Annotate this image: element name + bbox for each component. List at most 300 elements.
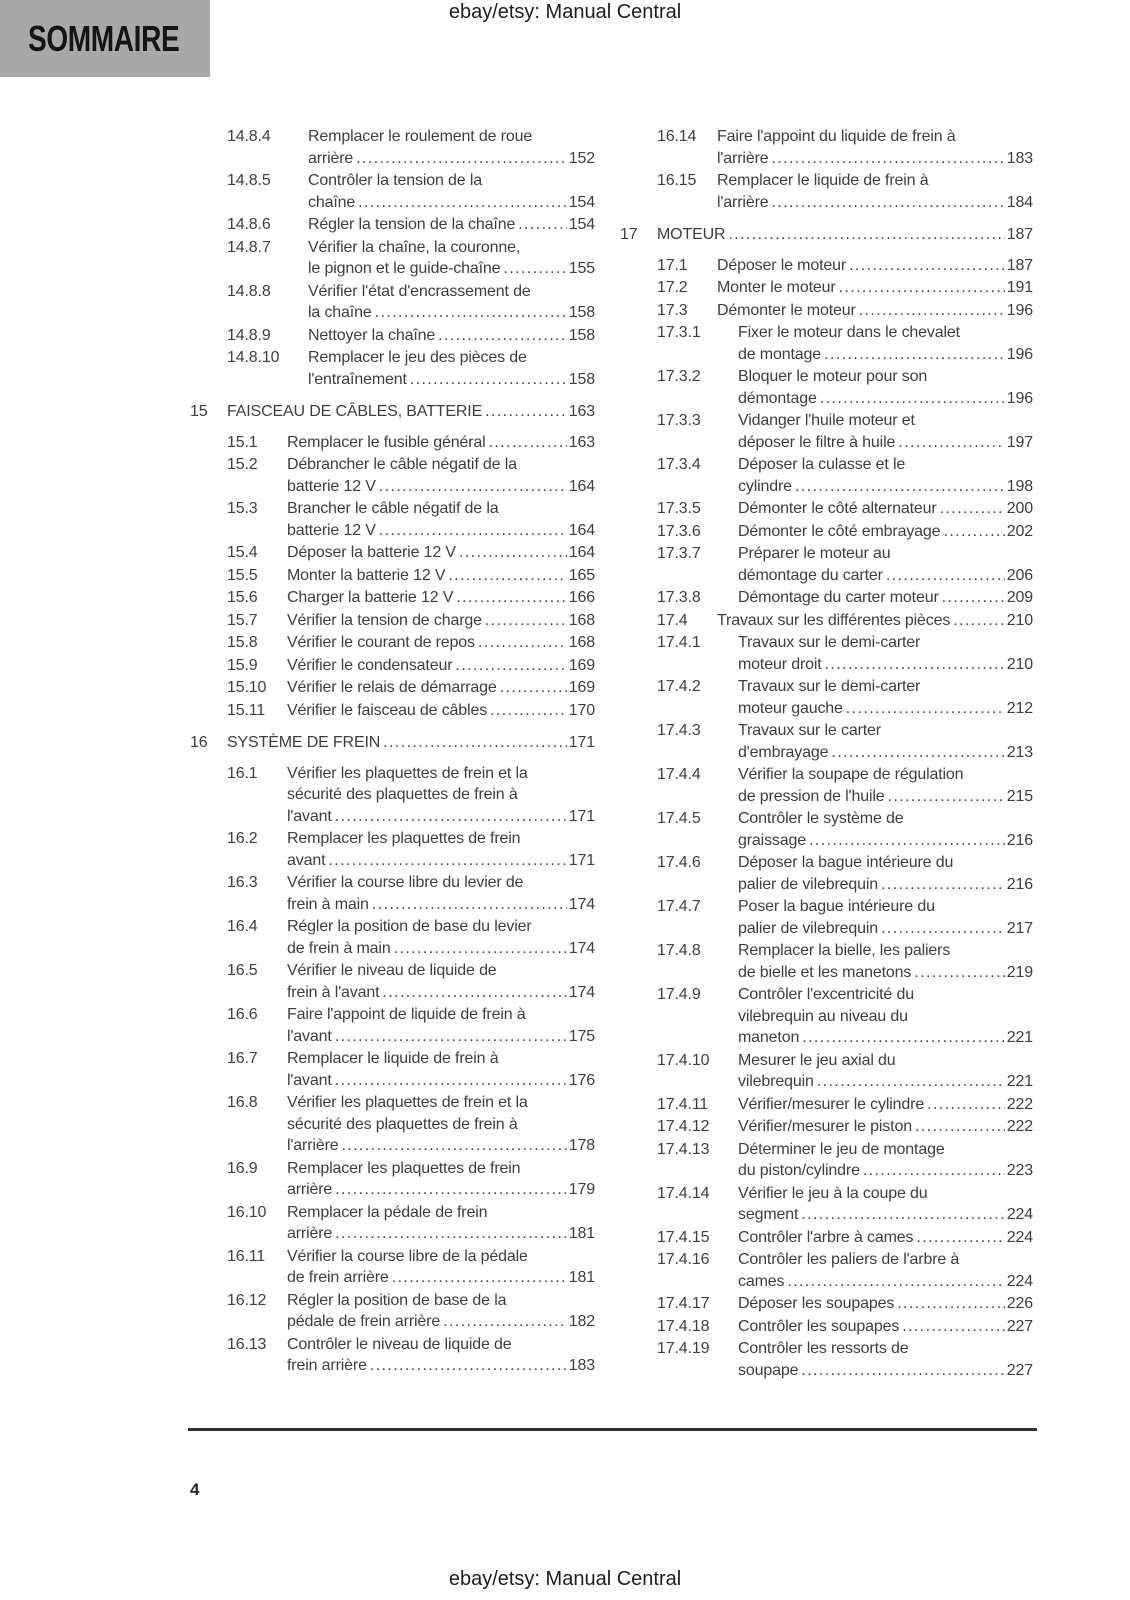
toc-entry-text-line: arrière <box>287 1225 333 1242</box>
toc-entry-text-line: sécurité des plaquettes de frein à <box>287 786 518 803</box>
toc-entry-text-line: Déposer la batterie 12 V <box>287 544 456 561</box>
toc-entry-text-line: batterie 12 V <box>287 521 376 539</box>
toc-entry-text-line: Travaux sur le demi-carter <box>738 678 921 695</box>
toc-entry-last-line <box>287 542 595 564</box>
toc-entry-number: 14.8.4 <box>227 128 271 145</box>
toc-entry-page: 170 <box>568 701 595 719</box>
toc-entry-body <box>738 1227 1033 1249</box>
dot-leader <box>455 655 566 677</box>
toc-entry-number: 15.2 <box>227 456 258 473</box>
toc-entry-body <box>738 1183 1033 1226</box>
toc-entry-page: 175 <box>568 1027 595 1045</box>
dot-leader <box>372 894 567 916</box>
toc-entry-number: 17.4.14 <box>657 1184 710 1202</box>
toc-entry <box>190 960 595 1003</box>
toc-entry-body <box>308 214 595 236</box>
toc-entry-number: 16.1 <box>227 764 258 782</box>
toc-entry-text-line: Régler la tension de la chaîne <box>308 216 516 233</box>
toc-entry-body <box>287 610 595 632</box>
toc-entry-text-line: vilebrequin au niveau du <box>738 1007 908 1025</box>
toc-entry-body <box>738 1139 1033 1182</box>
toc-entry-number: 15.3 <box>227 500 258 517</box>
toc-entry-number: 15.9 <box>227 656 258 674</box>
toc-entry-number: 15.11 <box>227 701 266 719</box>
toc-entry <box>620 1227 1033 1249</box>
toc-entry-number: 16.14 <box>657 128 697 145</box>
dot-leader <box>817 1071 1005 1093</box>
toc-entry-text-line: déposer le filtre à huile <box>738 433 896 451</box>
toc-entry-body <box>738 896 1033 939</box>
toc-entry <box>620 1316 1033 1338</box>
toc-entry-text-line: Bloquer le moteur pour son <box>738 368 928 385</box>
toc-entry-last-line <box>287 565 595 587</box>
dot-leader <box>394 938 567 960</box>
toc-entry-last-line <box>287 632 595 654</box>
toc-entry-last-line <box>227 732 595 754</box>
toc-entry-number: 16.5 <box>227 962 258 979</box>
dot-leader <box>787 1271 1004 1293</box>
toc-entry-number: 16.7 <box>227 1050 258 1067</box>
dot-leader <box>839 277 1005 299</box>
toc-entry-last-line <box>287 610 595 632</box>
toc-entry-number: 17.3.1 <box>657 324 701 341</box>
toc-entry-text-line: moteur droit <box>738 655 822 673</box>
toc-entry-body <box>738 1094 1033 1116</box>
toc-entry-page: 154 <box>568 216 595 233</box>
toc-entry-text-line: vilebrequin <box>738 1073 814 1090</box>
toc-entry <box>190 454 595 497</box>
dot-leader <box>881 874 1005 896</box>
toc-entry-page: 171 <box>568 807 595 825</box>
toc-entry-text-line: Remplacer le liquide de frein à <box>287 1050 499 1067</box>
toc-entry-number: 16.11 <box>227 1247 266 1265</box>
toc-entry-number: 17.3.2 <box>657 368 701 385</box>
toc-entry-number: 16.12 <box>227 1291 267 1309</box>
dot-leader <box>335 1179 567 1201</box>
toc-entry <box>190 126 595 169</box>
toc-entry-page: 169 <box>568 656 595 674</box>
dot-leader <box>328 850 566 872</box>
toc-entry <box>190 872 595 915</box>
toc-entry <box>190 1246 595 1289</box>
toc-entry-number: 15.5 <box>227 566 258 584</box>
toc-entry-text-line: segment <box>738 1206 799 1223</box>
toc-entry-text-line: Vérifier la chaîne, la couronne, <box>308 238 521 256</box>
dot-leader <box>902 1316 1005 1338</box>
toc-entry-body <box>738 632 1033 675</box>
toc-entry-last-line <box>738 432 1033 454</box>
toc-entry-body <box>738 808 1033 851</box>
toc-entry-page: 158 <box>568 304 595 321</box>
dot-leader <box>914 962 1004 984</box>
toc-entry-number: 17.3.3 <box>657 412 701 429</box>
toc-entry-page: 216 <box>1006 875 1033 893</box>
toc-entry-number: 17.3.5 <box>657 500 701 517</box>
toc-entry <box>620 676 1033 719</box>
dot-leader <box>897 1293 1005 1315</box>
toc-entry-body <box>738 410 1033 453</box>
toc-entry-text-line: l'arrière <box>287 1137 339 1154</box>
toc-entry <box>620 1249 1033 1292</box>
toc-entry-text-line: Vérifier les plaquettes de frein et la <box>287 1094 528 1111</box>
toc-entry-body <box>738 587 1033 609</box>
toc-entry-text-line: Vérifier/mesurer le piston <box>738 1118 912 1135</box>
dot-leader <box>859 300 1005 322</box>
toc-entry <box>190 1334 595 1377</box>
toc-entry-page: 196 <box>1006 389 1033 407</box>
dot-leader <box>518 214 567 236</box>
toc-entry-text-line: Vérifier l'état d'encrassement de <box>308 282 531 300</box>
toc-entry-text-line: la chaîne <box>308 304 372 321</box>
toc-entry-number: 17.3.4 <box>657 456 701 473</box>
toc-entry-number: 17.4.13 <box>657 1140 710 1158</box>
toc-entry <box>190 763 595 828</box>
toc-entry-page: 206 <box>1006 566 1033 584</box>
toc-entry <box>190 214 595 236</box>
toc-entry-body <box>287 542 595 564</box>
toc-entry-last-line <box>717 610 1033 632</box>
toc-entry-number: 16.8 <box>227 1094 258 1111</box>
toc-entry-text-line: Mesurer le jeu axial du <box>738 1051 896 1069</box>
dot-leader <box>809 830 1005 852</box>
toc-entry-text-line: moteur gauche <box>738 699 843 717</box>
toc-entry-number: 15.6 <box>227 589 258 606</box>
toc-entry <box>620 1116 1033 1138</box>
toc-entry-page: 183 <box>568 1357 595 1374</box>
dot-leader <box>831 742 1004 764</box>
toc-entry-last-line <box>287 677 595 699</box>
toc-entry <box>620 255 1033 277</box>
toc-entry-text-line: Déposer la culasse et le <box>738 456 906 473</box>
toc-entry-last-line <box>287 850 595 872</box>
toc-entry-text-line: le pignon et le guide-chaîne <box>308 260 501 277</box>
toc-entry <box>620 1183 1033 1226</box>
toc-entry-number: 17.3.6 <box>657 522 701 540</box>
toc-entry <box>190 1290 595 1333</box>
toc-entry-last-line <box>738 654 1033 676</box>
toc-entry <box>190 655 595 677</box>
toc-entry-page: 210 <box>1006 611 1033 629</box>
toc-entry-number: 16.2 <box>227 830 258 847</box>
toc-entry-number: 17.4.19 <box>657 1340 710 1357</box>
toc-entry-page: 163 <box>568 433 595 451</box>
dot-leader <box>448 565 566 587</box>
toc-entry-text-line: Démonter le côté embrayage <box>738 522 941 540</box>
toc-entry-body <box>738 676 1033 719</box>
toc-entry-text-line: Contrôler les paliers de l'arbre à <box>738 1251 960 1268</box>
toc-entry <box>620 277 1033 299</box>
toc-entry-number: 15.8 <box>227 634 258 651</box>
toc-entry-page: 174 <box>568 895 595 913</box>
dot-leader <box>392 1267 567 1289</box>
toc-entry <box>620 610 1033 632</box>
toc-entry-text-line: sécurité des plaquettes de frein à <box>287 1115 518 1133</box>
toc-entry <box>620 1094 1033 1116</box>
toc-entry-body <box>738 1050 1033 1093</box>
toc-entry-page: 221 <box>1006 1029 1033 1046</box>
toc-entry-text-line: Déposer les soupapes <box>738 1295 895 1312</box>
toc-entry-body <box>738 1249 1033 1292</box>
toc-entry-text-line: cames <box>738 1272 785 1290</box>
dot-leader <box>942 587 1005 609</box>
toc-column-left <box>190 126 595 1378</box>
toc-entry-page: 221 <box>1006 1073 1033 1090</box>
toc-entry-page: 168 <box>568 634 595 651</box>
dot-leader <box>772 148 1005 170</box>
toc-entry-last-line <box>738 565 1033 587</box>
toc-entry-text-line: frein arrière <box>287 1357 367 1374</box>
toc-entry-text-line: démontage du carter <box>738 566 883 584</box>
toc-entry-last-line <box>287 1267 595 1289</box>
toc-entry-number: 17.4.9 <box>657 986 701 1003</box>
toc-entry-text-line: Faire l'appoint du liquide de frein à <box>717 128 956 145</box>
toc-entry-text-line: Monter la batterie 12 V <box>287 566 446 584</box>
toc-entry-last-line <box>657 224 1033 246</box>
toc-entry-body <box>287 1092 595 1157</box>
toc-entry-body <box>227 401 595 423</box>
toc-entry-page: 164 <box>568 477 595 495</box>
toc-entry-number: 16.13 <box>227 1335 267 1353</box>
toc-entry <box>190 498 595 541</box>
toc-entry-page: 152 <box>568 149 595 167</box>
toc-entry-text-line: Remplacer le jeu des pièces de <box>308 349 527 366</box>
toc-entry-last-line <box>738 1227 1033 1249</box>
toc-entry-text-line: l'avant <box>287 1027 332 1045</box>
toc-entry-last-line <box>738 1271 1033 1293</box>
toc-entry-page: 224 <box>1006 1206 1033 1223</box>
toc-entry-page: 164 <box>568 544 595 561</box>
dot-leader <box>375 302 567 324</box>
toc-entry <box>620 632 1033 675</box>
toc-entry-page: 187 <box>1006 226 1033 243</box>
dot-leader <box>382 982 566 1004</box>
dot-leader <box>379 476 567 498</box>
toc-entry <box>620 410 1033 453</box>
toc-entry-page: 184 <box>1006 193 1033 211</box>
toc-entry-last-line <box>308 325 595 347</box>
dot-leader <box>335 806 567 828</box>
toc-entry-text-line: FAISCEAU DE CÂBLES, BATTERIE <box>227 403 483 420</box>
toc-entry-last-line <box>717 148 1033 170</box>
dot-leader <box>943 521 1004 543</box>
toc-entry <box>190 281 595 324</box>
toc-entry-text-line: Contrôler les ressorts de <box>738 1340 909 1357</box>
toc-entry <box>620 300 1033 322</box>
toc-entry-text-line: de frein à main <box>287 939 391 957</box>
toc-entry-last-line <box>287 1070 595 1092</box>
dot-leader <box>358 192 567 214</box>
toc-entry-last-line <box>287 1223 595 1245</box>
toc-entry-last-line <box>287 938 595 960</box>
toc-entry-text-line: Remplacer la bielle, les paliers <box>738 942 951 959</box>
toc-entry-page: 169 <box>568 679 595 696</box>
toc-entry-page: 224 <box>1006 1228 1033 1246</box>
dot-leader <box>379 520 567 542</box>
toc-entry-text-line: Contrôler le système de <box>738 810 904 827</box>
toc-entry-number: 16.4 <box>227 918 258 935</box>
toc-entry-page: 187 <box>1006 256 1033 274</box>
toc-entry-page: 216 <box>1006 831 1033 849</box>
toc-entry-text-line: Remplacer les plaquettes de frein <box>287 1159 521 1177</box>
toc-entry-text-line: chaîne <box>308 193 356 211</box>
dot-leader <box>370 1355 567 1377</box>
toc-entry-page: 163 <box>568 403 595 420</box>
toc-entry-number: 17.4.5 <box>657 810 701 827</box>
toc-entry-last-line <box>738 742 1033 764</box>
toc-entry-last-line <box>738 1160 1033 1182</box>
dot-leader <box>335 1026 567 1048</box>
toc-entry-number: 15.1 <box>227 433 258 451</box>
toc-entry <box>190 1202 595 1245</box>
toc-entry-text-line: Vérifier la course libre du levier de <box>287 874 524 891</box>
toc-entry-number: 17.4.10 <box>657 1051 710 1069</box>
footer-title: ebay/etsy: Manual Central <box>448 1568 682 1590</box>
toc-entry-page: 171 <box>568 851 595 869</box>
dot-leader <box>801 1360 1004 1382</box>
dot-leader <box>490 700 567 722</box>
toc-entry-text-line: Travaux sur le demi-carter <box>738 634 921 651</box>
toc-entry-text-line: maneton <box>738 1029 800 1046</box>
toc-entry-text-line: cylindre <box>738 477 792 495</box>
toc-entry-body <box>717 255 1033 277</box>
toc-entry-page: 178 <box>568 1137 595 1154</box>
toc-entry-body <box>308 237 595 280</box>
toc-entry-last-line <box>287 520 595 542</box>
toc-entry-text-line: Contrôler le niveau de liquide de <box>287 1335 512 1353</box>
toc-entry <box>620 543 1033 586</box>
toc-entry-number: 17.4.11 <box>657 1095 709 1113</box>
toc-chapter <box>190 732 595 754</box>
toc-entry-body <box>227 732 595 754</box>
toc-entry-text-line: Vérifier le jeu à la coupe du <box>738 1184 928 1202</box>
toc-entry-text-line: Vérifier la tension de charge <box>287 611 482 629</box>
toc-entry-body <box>717 170 1033 213</box>
toc-entry-number: 14.8.8 <box>227 282 271 300</box>
toc-entry-body <box>287 872 595 915</box>
toc-entry-page: 202 <box>1006 522 1033 540</box>
toc-entry-page: 196 <box>1006 345 1033 363</box>
toc-entry-text-line: démontage <box>738 389 817 407</box>
toc-entry-number: 15.7 <box>227 611 258 629</box>
toc-entry-text-line: Brancher le câble négatif de la <box>287 500 499 517</box>
toc-entry-text-line: pédale de frein arrière <box>287 1313 441 1330</box>
toc-entry-text-line: Démonter le moteur <box>717 301 856 319</box>
toc-entry-body <box>738 1293 1033 1315</box>
toc-entry-number: 17.4 <box>657 611 688 629</box>
toc-entry-body <box>738 764 1033 807</box>
toc-entry-text-line: Monter le moteur <box>717 279 836 296</box>
toc-entry-last-line <box>738 918 1033 940</box>
toc-entry-body <box>287 960 595 1003</box>
toc-entry-body <box>287 1334 595 1377</box>
toc-entry-number: 17.4.4 <box>657 766 701 783</box>
toc-entry-last-line <box>287 432 595 454</box>
toc-entry <box>190 916 595 959</box>
toc-entry-body <box>738 322 1033 365</box>
toc-entry-body <box>717 610 1033 632</box>
toc-entry-page: 174 <box>568 983 595 1001</box>
toc-entry-number: 17.4.18 <box>657 1317 710 1335</box>
toc-entry-body <box>287 916 595 959</box>
dot-leader <box>795 476 1005 498</box>
toc-entry-number: 16.9 <box>227 1159 258 1177</box>
toc-entry <box>620 322 1033 365</box>
dot-leader <box>383 732 567 754</box>
toc-entry-body <box>717 300 1033 322</box>
toc-entry-page: 191 <box>1006 279 1033 296</box>
toc-entry-last-line <box>738 874 1033 896</box>
toc-entry-number: 17 <box>620 226 638 243</box>
dot-leader <box>728 224 1004 246</box>
toc-entry-page: 200 <box>1006 500 1033 517</box>
toc-entry-last-line <box>287 476 595 498</box>
toc-entry-last-line <box>738 1360 1033 1382</box>
toc-entry-text-line: Démonter le côté alternateur <box>738 500 937 517</box>
toc-entry <box>190 828 595 871</box>
toc-chapter <box>620 224 1033 246</box>
toc-entry-page: 222 <box>1006 1118 1033 1135</box>
toc-entry-page: 196 <box>1006 301 1033 319</box>
toc-entry-page: 210 <box>1006 655 1033 673</box>
toc-entry-text-line: Déposer le moteur <box>717 256 847 274</box>
toc-entry-page: 166 <box>568 589 595 606</box>
toc-entry-text-line: Poser la bague intérieure du <box>738 898 935 915</box>
toc-entry-page: 165 <box>568 566 595 584</box>
toc-entry-number: 15 <box>190 403 208 420</box>
toc-entry <box>190 170 595 213</box>
toc-entry-text-line: l'arrière <box>717 193 769 211</box>
toc-entry-body <box>738 366 1033 409</box>
toc-entry <box>620 126 1033 169</box>
dot-leader <box>863 1160 1005 1182</box>
toc-entry-number: 16.10 <box>227 1203 267 1221</box>
toc-entry-text-line: de montage <box>738 345 822 363</box>
toc-entry <box>620 521 1033 543</box>
dot-leader <box>881 918 1005 940</box>
toc-entry-text-line: Régler la position de base de la <box>287 1291 507 1309</box>
toc-entry-last-line <box>738 1316 1033 1338</box>
toc-entry-number: 17.3.8 <box>657 589 701 606</box>
toc-entry-text-line: Vérifier le faisceau de câbles <box>287 701 488 719</box>
toc-entry-number: 17.4.7 <box>657 898 701 915</box>
toc-entry-body <box>738 521 1033 543</box>
toc-entry-number: 14.8.10 <box>227 349 280 366</box>
toc-entry-text-line: Contrôler l'arbre à cames <box>738 1228 914 1246</box>
dot-leader <box>356 148 567 170</box>
dot-leader <box>915 1116 1005 1138</box>
toc-entry <box>620 852 1033 895</box>
toc-entry-last-line <box>287 1311 595 1333</box>
toc-entry-body <box>738 852 1033 895</box>
toc-entry-text-line: Travaux sur les différentes pièces <box>717 611 951 629</box>
toc-entry-last-line <box>738 786 1033 808</box>
toc-entry-body <box>287 677 595 699</box>
toc-entry <box>190 432 595 454</box>
toc-entry <box>190 700 595 722</box>
toc-entry-last-line <box>717 277 1033 299</box>
dot-leader <box>489 432 567 454</box>
toc-entry-text-line: de frein arrière <box>287 1269 389 1286</box>
toc-entry-body <box>287 454 595 497</box>
dot-leader <box>824 344 1005 366</box>
toc-entry-text-line: Remplacer le fusible général <box>287 433 486 451</box>
toc-entry-last-line <box>287 1026 595 1048</box>
toc-entry-body <box>738 1316 1033 1338</box>
toc-entry <box>620 1139 1033 1182</box>
toc-entry-page: 181 <box>568 1225 595 1242</box>
toc-entry-last-line <box>738 830 1033 852</box>
toc-entry-last-line <box>738 962 1033 984</box>
